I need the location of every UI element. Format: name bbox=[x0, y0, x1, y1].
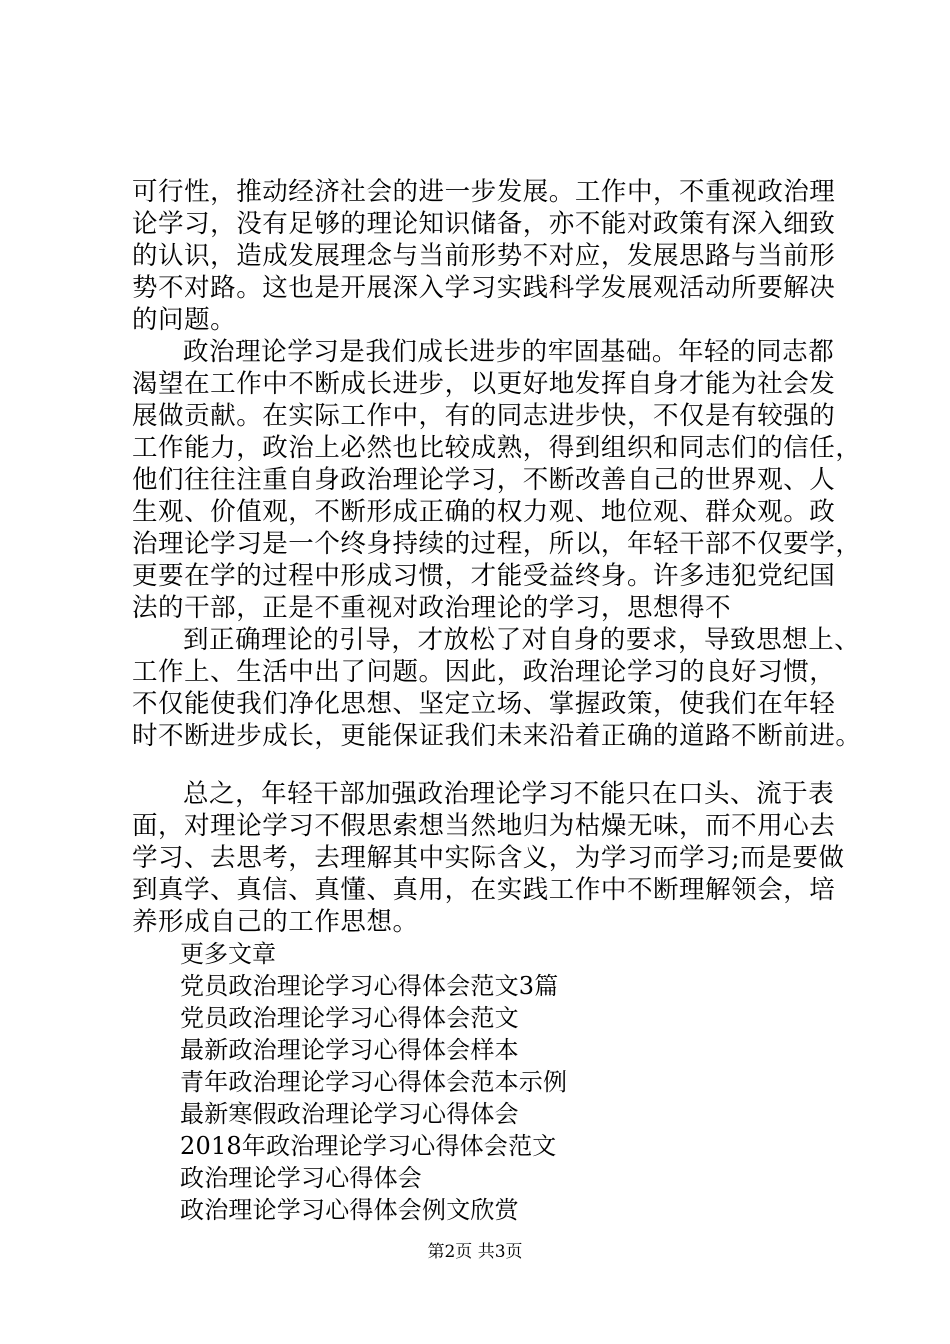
more-article-link[interactable]: 青年政治理论学习心得体会范本示例 bbox=[180, 1068, 568, 1096]
paragraph-2-line-1: 政治理论学习是我们成长进步的牢固基础。年轻的同志都 bbox=[183, 337, 835, 367]
paragraph-1-line-4: 势不对路。这也是开展深入学习实践科学发展观活动所要解决 bbox=[132, 273, 836, 303]
more-article-link[interactable]: 党员政治理论学习心得体会范文3篇 bbox=[180, 972, 559, 1000]
page-number-footer: 第2页 共3页 bbox=[427, 1242, 523, 1262]
paragraph-3-line-4: 时不断进步成长，更能保证我们未来沿着正确的道路不断前进。 bbox=[132, 721, 862, 751]
paragraph-4-line-2: 面，对理论学习不假思索想当然地归为枯燥无味，而不用心去 bbox=[132, 811, 836, 841]
paragraph-1-line-3: 的认识，造成发展理念与当前形势不对应，发展思路与当前形 bbox=[132, 241, 836, 271]
paragraph-2-line-6: 生观、价值观，不断形成正确的权力观、地位观、群众观。政 bbox=[132, 497, 836, 527]
paragraph-2-line-2: 渴望在工作中不断成长进步，以更好地发挥自身才能为社会发 bbox=[132, 369, 836, 399]
paragraph-1-line-2: 论学习，没有足够的理论知识储备，亦不能对政策有深入细致 bbox=[132, 209, 836, 239]
paragraph-1-line-5: 的问题。 bbox=[132, 305, 237, 335]
more-article-link[interactable]: 最新政治理论学习心得体会样本 bbox=[180, 1036, 519, 1064]
paragraph-2-line-4: 工作能力，政治上必然也比较成熟，得到组织和同志们的信任， bbox=[132, 433, 862, 463]
paragraph-1-line-1: 可行性，推动经济社会的进一步发展。工作中，不重视政治理 bbox=[132, 177, 836, 207]
paragraph-2-line-8: 更要在学的过程中形成习惯，才能受益终身。许多违犯党纪国 bbox=[132, 561, 836, 591]
more-article-link[interactable]: 党员政治理论学习心得体会范文 bbox=[180, 1004, 519, 1032]
more-article-link[interactable]: 最新寒假政治理论学习心得体会 bbox=[180, 1100, 519, 1128]
more-articles-heading: 更多文章 bbox=[180, 940, 276, 968]
paragraph-2-line-3: 展做贡献。在实际工作中，有的同志进步快，不仅是有较强的 bbox=[132, 401, 836, 431]
paragraph-4-line-5: 养形成自己的工作思想。 bbox=[132, 907, 419, 937]
paragraph-2-line-7: 治理论学习是一个终身持续的过程，所以，年轻干部不仅要学， bbox=[132, 529, 862, 559]
paragraph-4-line-1: 总之，年轻干部加强政治理论学习不能只在口头、流于表 bbox=[183, 779, 835, 809]
paragraph-4-line-3: 学习、去思考，去理解其中实际含义，为学习而学习;而是要做 bbox=[132, 843, 845, 873]
paragraph-3-line-1: 到正确理论的引导，才放松了对自身的要求，导致思想上、 bbox=[183, 625, 861, 655]
paragraph-3-line-3: 不仅能使我们净化思想、坚定立场、掌握政策，使我们在年轻 bbox=[132, 689, 836, 719]
paragraph-2-line-5: 他们往往注重自身政治理论学习，不断改善自己的世界观、人 bbox=[132, 465, 836, 495]
paragraph-3-line-2: 工作上、生活中出了问题。因此，政治理论学习的良好习惯， bbox=[132, 657, 836, 687]
more-article-link[interactable]: 政治理论学习心得体会 bbox=[180, 1164, 422, 1192]
paragraph-4-line-4: 到真学、真信、真懂、真用，在实践工作中不断理解领会，培 bbox=[132, 875, 836, 905]
more-article-link[interactable]: 政治理论学习心得体会例文欣赏 bbox=[180, 1196, 519, 1224]
paragraph-2-line-9: 法的干部，正是不重视对政治理论的学习，思想得不 bbox=[132, 593, 732, 623]
more-article-link[interactable]: 2018年政治理论学习心得体会范文 bbox=[180, 1132, 557, 1160]
